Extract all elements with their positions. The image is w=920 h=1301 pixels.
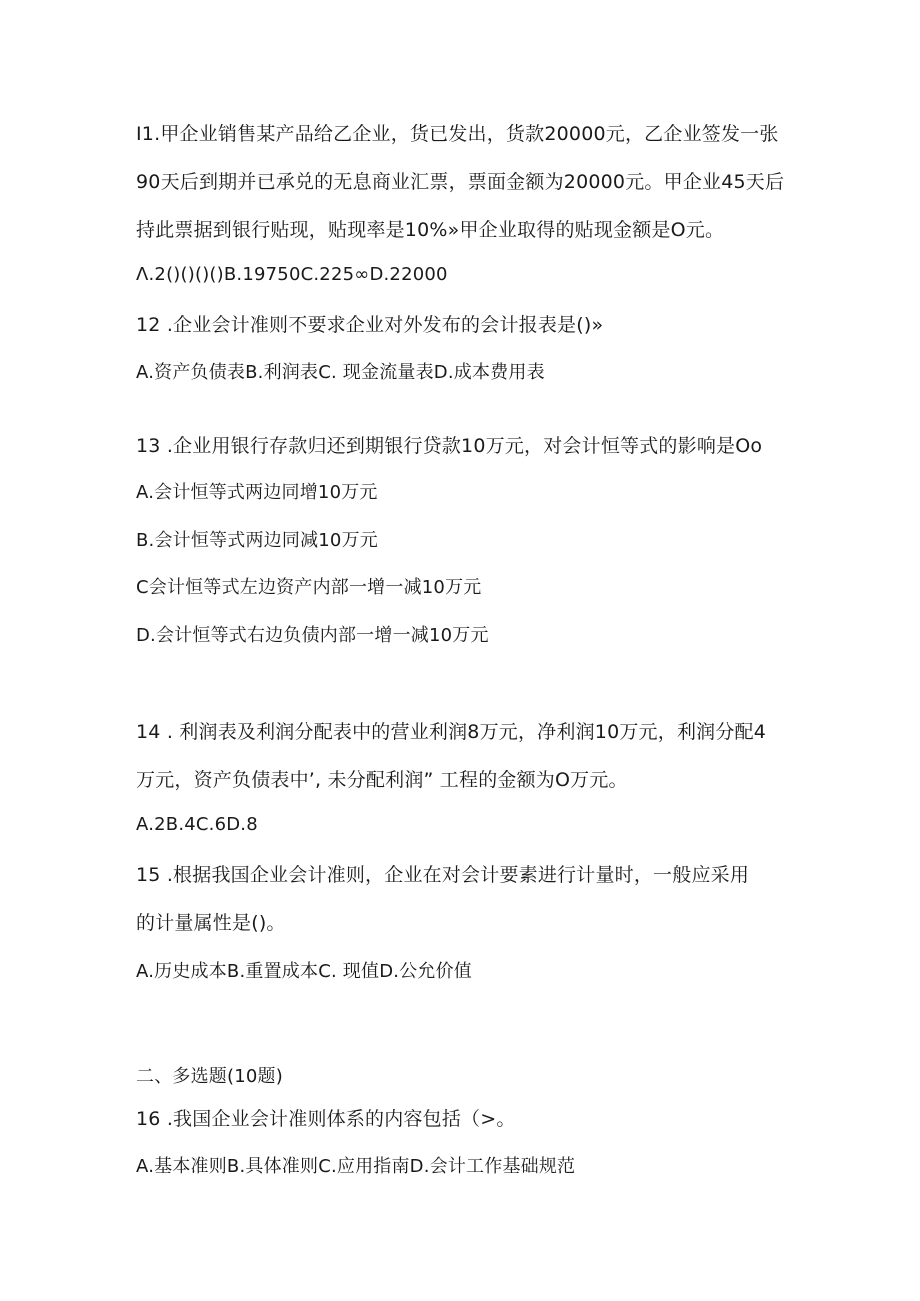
question-11-line-3: 持此票据到银行贴现，贴现率是10%»甲企业取得的贴现金额是O元。 (136, 219, 725, 241)
section-heading: 二、多选题(10题) (136, 1066, 283, 1087)
question-11-line-1: I1.甲企业销售某产品给乙企业，货已发出，货款20000元，乙企业签发一张 (136, 123, 779, 145)
question-13-option-d: D.会计恒等式右边负债内部一增一减10万元 (136, 625, 489, 646)
question-16-options: A.基本准则B.具体准则C.应用指南D.会计工作基础规范 (136, 1156, 576, 1177)
question-15-line-2: 的计量属性是()。 (136, 912, 286, 934)
question-13-option-b: B.会计恒等式两边同减10万元 (136, 530, 378, 551)
question-16-line-1: 16 .我国企业会计准则体系的内容包括（>。 (136, 1108, 516, 1130)
question-14-line-2: 万元，资产负债表中’, 未分配利润” 工程的金额为O万元。 (136, 769, 628, 791)
question-13-line-1: 13 .企业用银行存款归还到期银行贷款10万元，对会计恒等式的影响是Oo (136, 435, 763, 457)
question-12-options: A.资产负债表B.利润表C. 现金流量表D.成本费用表 (136, 362, 545, 383)
question-11-options: Λ.2()()()()B.19750C.225∞D.22000 (136, 264, 448, 285)
question-13-option-a: A.会计恒等式两边同增10万元 (136, 482, 378, 503)
question-15-line-1: 15 .根据我国企业会计准则，企业在对会计要素进行计量时，一般应采用 (136, 864, 750, 886)
question-12-line-1: 12 .企业会计准则不要求企业对外发布的会计报表是()» (136, 314, 604, 336)
question-13-option-c: C会计恒等式左边资产内部一增一减10万元 (136, 577, 482, 598)
question-11-line-2: 90天后到期并已承兑的无息商业汇票，票面金额为20000元。甲企业45天后 (136, 171, 785, 193)
question-14-line-1: 14 . 利润表及利润分配表中的营业利润8万元，净利润10万元，利润分配4 (136, 721, 767, 743)
question-14-options: A.2B.4C.6D.8 (136, 814, 258, 835)
question-15-options: A.历史成本B.重置成本C. 现值D.公允价值 (136, 961, 472, 982)
